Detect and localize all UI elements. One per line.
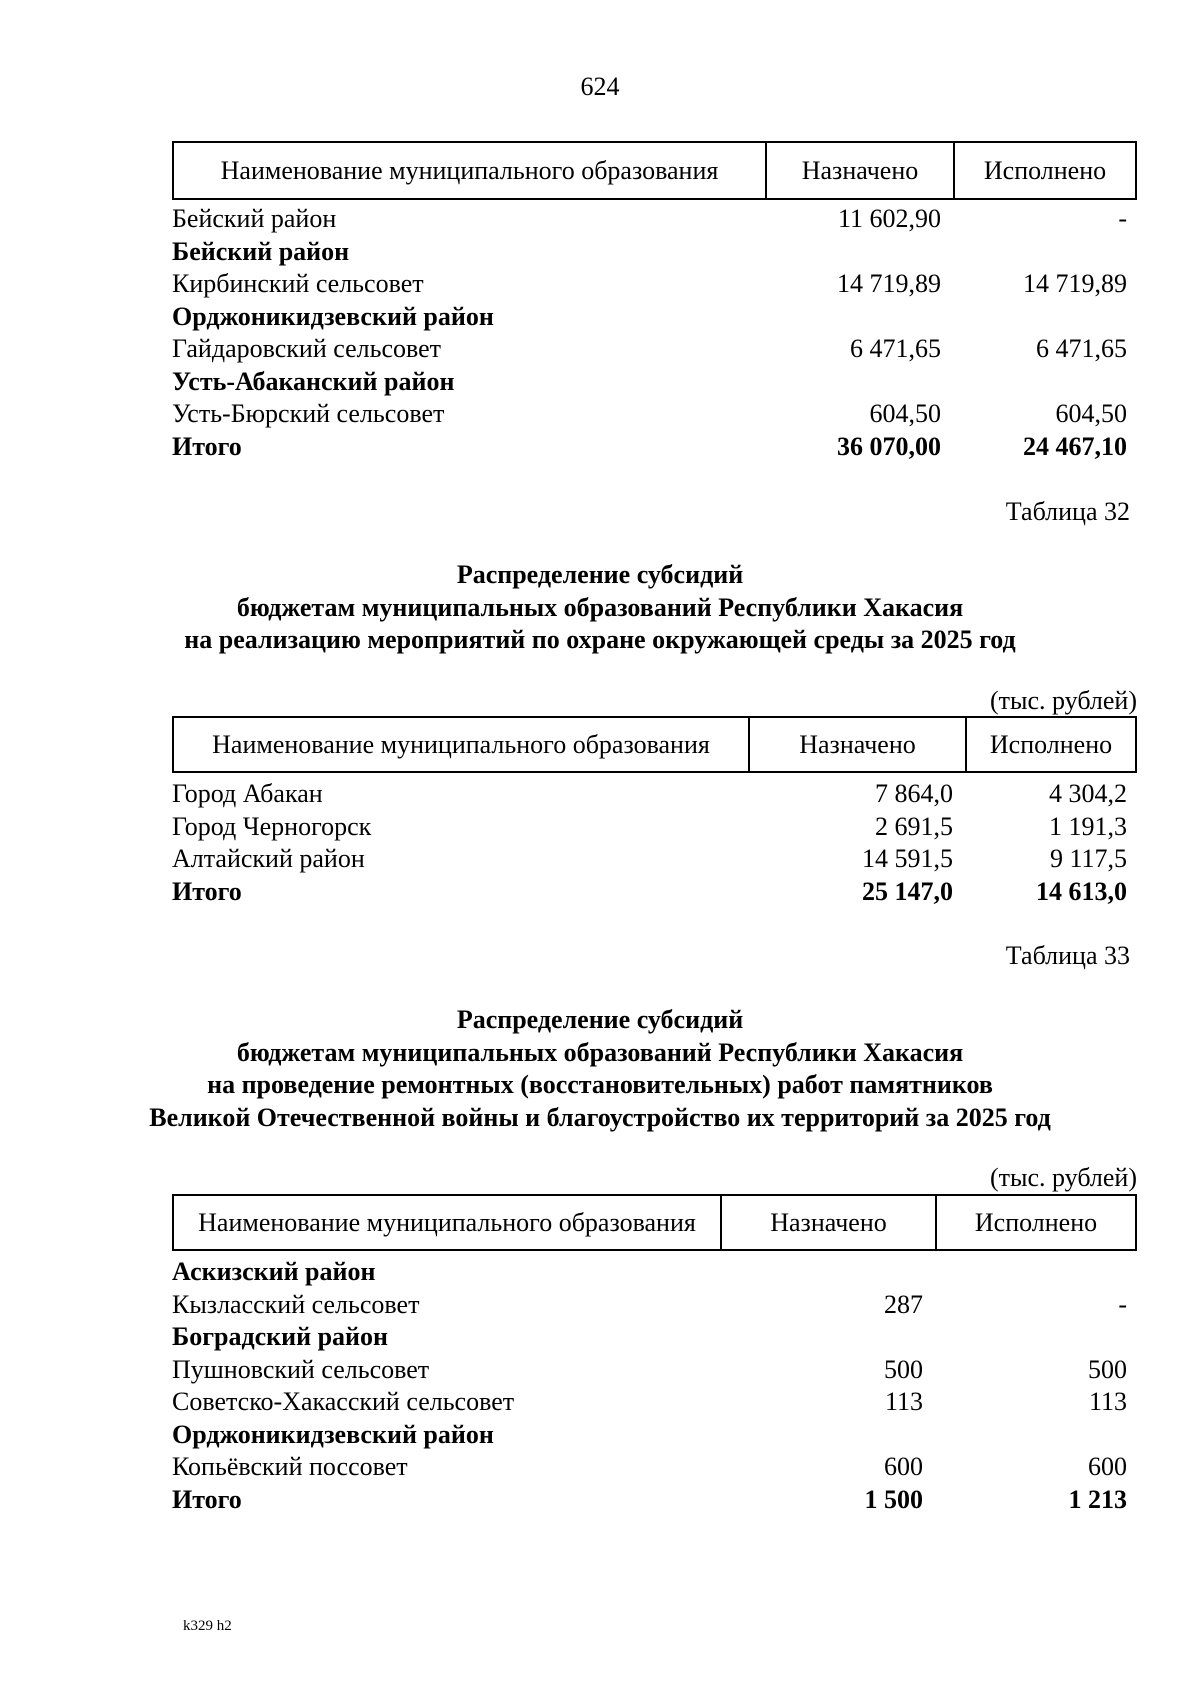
table-group-row — [172, 236, 1137, 269]
table-group-row — [172, 366, 1137, 399]
header-assigned: Назначено — [765, 143, 953, 198]
cell-executed: 113 — [1088, 1387, 1127, 1416]
table-row — [172, 268, 1137, 301]
cell-name: Город Абакан — [172, 779, 323, 808]
cell-assigned — [763, 236, 951, 269]
cell-assigned: 2 691,5 — [875, 811, 953, 841]
cell-executed — [951, 301, 1137, 334]
cell-name: Копьёвский поссовет — [172, 1452, 408, 1481]
units-label: (тыс. рублей) — [989, 1163, 1137, 1192]
table-total-row — [172, 876, 1137, 909]
header-executed: Исполнено — [953, 143, 1135, 198]
cell-name: Орджоникидзевский район — [172, 301, 494, 331]
table-body — [172, 203, 1137, 463]
title-line: бюджетам муниципальных образований Республики Хакасия — [236, 1037, 964, 1067]
table-header — [172, 1194, 1137, 1251]
table-32 — [172, 716, 1137, 908]
cell-executed — [951, 236, 1137, 269]
table-row — [172, 1354, 1137, 1387]
table-group-row — [172, 1256, 1137, 1289]
title-line: на проведение ремонтных (восстановительных) работ памятников — [207, 1070, 993, 1099]
cell-executed: 9 117,5 — [1049, 844, 1127, 873]
cell-assigned: 600 — [884, 1452, 923, 1481]
cell-assigned — [763, 366, 951, 399]
table-header — [172, 716, 1137, 773]
cell-assigned: 14 591,5 — [862, 844, 953, 873]
cell-assigned: 113 — [884, 1387, 923, 1416]
cell-assigned: 1 500 — [864, 1484, 923, 1514]
cell-assigned — [718, 1321, 933, 1354]
cell-executed: 1 191,3 — [1049, 811, 1127, 841]
cell-executed: 500 — [1088, 1354, 1127, 1384]
cell-assigned: 11 602,90 — [837, 204, 941, 233]
page-number: 624 — [580, 72, 620, 101]
table-total-row — [172, 1484, 1137, 1517]
cell-assigned: 36 070,00 — [837, 431, 941, 461]
cell-name: Кирбинский сельсовет — [172, 269, 424, 298]
header-assigned: Назначено — [720, 1196, 935, 1249]
cell-executed: 14 613,0 — [1036, 876, 1127, 906]
header-executed: Исполнено — [935, 1196, 1135, 1249]
header-name: Наименование муниципального образования — [212, 729, 710, 759]
title-line: на реализацию мероприятий по охране окружающей среды за 2025 год — [184, 625, 1016, 654]
cell-name: Итого — [172, 876, 242, 906]
units-label: (тыс. рублей) — [989, 686, 1137, 715]
cell-assigned — [718, 1256, 933, 1289]
title-line: Распределение субсидий — [456, 560, 744, 589]
table-header — [172, 141, 1137, 200]
table-number: Таблица 33 — [1005, 941, 1130, 970]
cell-name: Боградский район — [172, 1322, 389, 1351]
footer-code: k329 h2 — [183, 1618, 232, 1634]
cell-executed — [933, 1321, 1137, 1354]
cell-name: Итого — [172, 1484, 242, 1514]
table-row — [172, 398, 1137, 431]
header-executed: Исполнено — [965, 718, 1135, 771]
cell-name: Кызласский сельсовет — [172, 1289, 420, 1319]
title-line: Распределение субсидий — [456, 1005, 744, 1034]
cell-name: Бейский район — [172, 236, 350, 266]
table-row — [172, 1386, 1137, 1419]
cell-assigned: 604,50 — [869, 399, 941, 428]
title-line: Великой Отечественной войны и благоустройство их территорий за 2025 год — [149, 1102, 1051, 1132]
cell-executed: - — [1118, 1289, 1127, 1319]
title-line: бюджетам муниципальных образований Республики Хакасия — [236, 592, 964, 622]
header-name: Наименование муниципального образования — [220, 155, 719, 185]
cell-assigned — [718, 1419, 933, 1452]
cell-assigned: 7 864,0 — [875, 779, 953, 808]
table-body — [172, 1256, 1137, 1516]
cell-name: Гайдаровский сельсовет — [172, 334, 442, 363]
cell-name: Бейский район — [172, 204, 337, 233]
cell-name: Усть-Бюрский сельсовет — [172, 399, 445, 428]
table-group-row — [172, 1419, 1137, 1452]
cell-name: Итого — [172, 431, 242, 461]
cell-assigned — [763, 301, 951, 334]
header-assigned: Назначено — [748, 718, 965, 771]
cell-executed — [951, 366, 1137, 399]
cell-executed: 1 213 — [1068, 1484, 1127, 1514]
table-row — [172, 811, 1137, 844]
table-33 — [172, 1194, 1137, 1516]
header-name: Наименование муниципального образования — [198, 1207, 696, 1237]
table-body — [172, 778, 1137, 908]
cell-assigned: 14 719,89 — [837, 269, 941, 298]
cell-name: Аскизский район — [172, 1257, 376, 1286]
table-row — [172, 1451, 1137, 1484]
cell-assigned: 25 147,0 — [862, 876, 953, 906]
table-title — [0, 559, 1200, 657]
cell-executed: - — [1118, 204, 1127, 233]
table-title — [0, 1004, 1200, 1134]
table-number: Таблица 32 — [1005, 497, 1130, 526]
table-total-row — [172, 431, 1137, 464]
table-continued — [172, 141, 1137, 463]
cell-assigned: 6 471,65 — [850, 334, 941, 363]
cell-assigned: 500 — [884, 1354, 923, 1384]
cell-executed — [933, 1256, 1137, 1289]
cell-name: Алтайский район — [172, 844, 365, 873]
cell-assigned: 287 — [884, 1289, 923, 1319]
cell-executed: 4 304,2 — [1049, 779, 1127, 808]
table-row — [172, 333, 1137, 366]
cell-executed: 24 467,10 — [1023, 431, 1127, 461]
cell-name: Пушновский сельсовет — [172, 1354, 430, 1384]
table-row — [172, 843, 1137, 876]
cell-name: Советско-Хакасский сельсовет — [172, 1387, 515, 1416]
table-row — [172, 203, 1137, 236]
cell-executed: 6 471,65 — [1036, 334, 1127, 363]
cell-name: Усть-Абаканский район — [172, 366, 455, 396]
cell-name: Город Черногорск — [172, 811, 372, 841]
table-group-row — [172, 301, 1137, 334]
cell-executed: 600 — [1088, 1452, 1127, 1481]
cell-executed: 604,50 — [1055, 399, 1127, 428]
table-row — [172, 778, 1137, 811]
cell-executed — [933, 1419, 1137, 1452]
table-group-row — [172, 1321, 1137, 1354]
table-row — [172, 1289, 1137, 1322]
cell-executed: 14 719,89 — [1023, 269, 1127, 298]
cell-name: Орджоникидзевский район — [172, 1419, 494, 1449]
